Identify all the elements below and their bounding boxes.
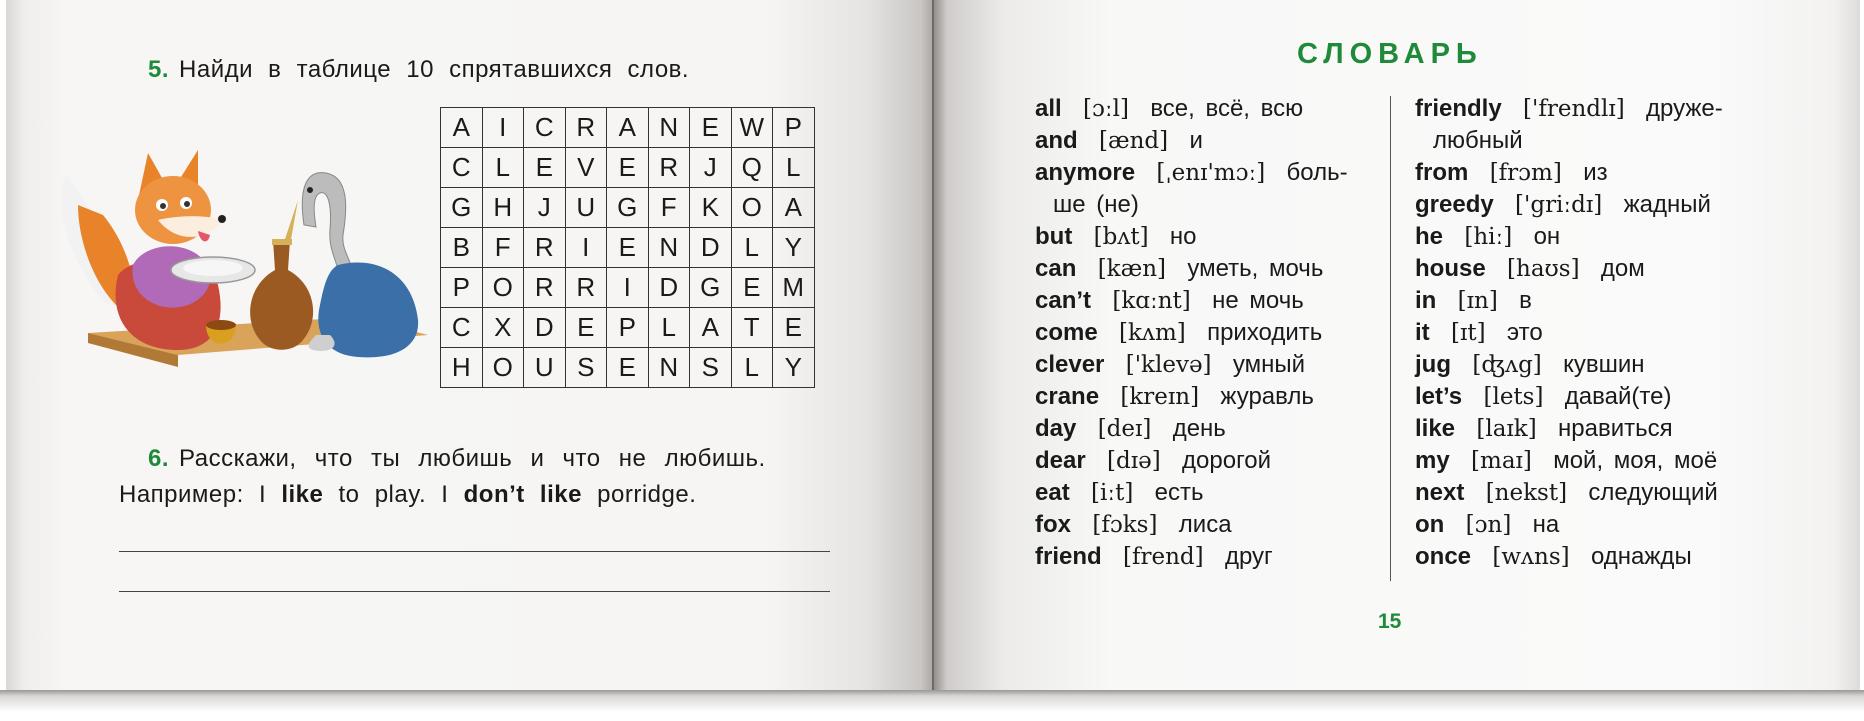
entry-word: eat <box>1035 479 1070 506</box>
dictionary-entry <box>1415 285 1723 317</box>
example-like: like <box>281 481 324 508</box>
entry-transcription: [kɑːnt] <box>1112 288 1191 314</box>
entry-transcription: [dɪə] <box>1107 448 1161 474</box>
grid-cell: S <box>565 348 607 388</box>
grid-cell: M <box>773 268 815 308</box>
grid-cell: C <box>441 308 483 348</box>
entry-transcription: [lets] <box>1483 384 1544 410</box>
column-divider <box>1390 96 1391 581</box>
example-mid: to play. I <box>338 481 449 508</box>
entry-transcription: [ʤʌg] <box>1472 352 1542 378</box>
entry-transcription: [nekst] <box>1485 480 1568 506</box>
dictionary-entry <box>1035 349 1348 381</box>
entry-transcription: [ɔn] <box>1465 512 1512 538</box>
entry-meaning: друг <box>1224 543 1273 570</box>
entry-meaning: дом <box>1600 255 1645 282</box>
entry-word: fox <box>1035 511 1071 538</box>
grid-cell: O <box>482 348 524 388</box>
entry-transcription: ['griːdɪ] <box>1515 192 1603 218</box>
grid-cell: I <box>482 108 524 148</box>
entry-transcription: [ɔːl] <box>1083 96 1129 122</box>
grid-cell: O <box>482 268 524 308</box>
dictionary-entry <box>1035 221 1348 253</box>
entry-meaning: нравиться <box>1558 415 1673 442</box>
entry-meaning: давай(те) <box>1564 383 1672 410</box>
entry-transcription: [deɪ] <box>1097 416 1152 442</box>
grid-cell: F <box>482 228 524 268</box>
grid-cell: R <box>524 268 566 308</box>
entry-transcription: [ˌenɪ'mɔː] <box>1156 160 1266 186</box>
grid-cell: N <box>648 348 690 388</box>
grid-cell: O <box>731 188 773 228</box>
grid-cell: L <box>648 308 690 348</box>
entry-transcription: [hiː] <box>1464 224 1513 250</box>
entry-word: next <box>1415 479 1465 506</box>
entry-transcription: [haʊs] <box>1507 256 1580 282</box>
grid-row <box>441 148 815 188</box>
entry-meaning: следующий <box>1588 479 1718 506</box>
entry-transcription: ['frendlɪ] <box>1523 96 1625 122</box>
grid-cell: T <box>731 308 773 348</box>
entry-meaning: но <box>1169 223 1197 250</box>
entry-transcription: [wʌns] <box>1492 544 1570 570</box>
dictionary-entry <box>1035 157 1348 221</box>
entry-word: crane <box>1035 383 1100 410</box>
entry-meaning: приходить <box>1207 319 1323 346</box>
entry-transcription: [iːt] <box>1091 480 1134 506</box>
exercise-6-example <box>119 481 696 509</box>
entry-transcription: [kʌm] <box>1119 320 1186 346</box>
dictionary-column-right <box>1415 93 1723 573</box>
entry-transcription: [maɪ] <box>1471 448 1532 474</box>
grid-cell: D <box>524 308 566 348</box>
grid-cell: E <box>607 348 649 388</box>
dictionary-title: СЛОВАРЬ <box>1297 38 1483 70</box>
entry-meaning: он <box>1533 223 1561 250</box>
entry-meaning: журавль <box>1220 383 1314 410</box>
exercise-5-instruction <box>148 56 689 84</box>
grid-row <box>441 308 815 348</box>
dictionary-entry <box>1035 381 1348 413</box>
dictionary-entry <box>1035 445 1348 477</box>
exercise-5-text: Найди в таблице 10 спрятавшихся слов. <box>179 56 690 83</box>
entry-meaning: умный <box>1232 351 1306 378</box>
book-spine <box>932 0 934 690</box>
grid-cell: G <box>690 268 732 308</box>
grid-cell: E <box>690 108 732 148</box>
grid-cell: Y <box>773 228 815 268</box>
exercise-5-number: 5. <box>148 56 170 83</box>
grid-cell: I <box>607 268 649 308</box>
grid-row <box>441 268 815 308</box>
grid-cell: H <box>441 348 483 388</box>
entry-meaning: однажды <box>1590 543 1692 570</box>
grid-cell: C <box>441 148 483 188</box>
entry-meaning: и <box>1189 127 1203 154</box>
entry-word: from <box>1415 159 1469 186</box>
dictionary-entry <box>1415 317 1723 349</box>
page-number: 15 <box>1378 610 1402 633</box>
dictionary-entry <box>1415 349 1723 381</box>
entry-word: dear <box>1035 447 1086 474</box>
entry-word: on <box>1415 511 1445 538</box>
grid-cell: F <box>648 188 690 228</box>
grid-cell: X <box>482 308 524 348</box>
dictionary-entry <box>1035 93 1348 125</box>
dictionary-entry <box>1035 253 1348 285</box>
dictionary-entry <box>1415 381 1723 413</box>
grid-cell: S <box>690 348 732 388</box>
entry-meaning: уметь, мочь <box>1187 255 1324 282</box>
entry-meaning: боль- <box>1286 159 1348 186</box>
page-shadow <box>0 690 1864 721</box>
grid-cell: G <box>607 188 649 228</box>
grid-cell: P <box>441 268 483 308</box>
entry-word: can’t <box>1035 287 1092 314</box>
grid-cell: D <box>648 268 690 308</box>
entry-word: friend <box>1035 543 1102 570</box>
grid-cell: K <box>690 188 732 228</box>
exercise-6-number: 6. <box>148 445 170 472</box>
grid-cell: C <box>524 108 566 148</box>
entry-word: come <box>1035 319 1098 346</box>
entry-meaning: это <box>1506 319 1543 346</box>
dictionary-entry <box>1035 477 1348 509</box>
grid-cell: R <box>565 108 607 148</box>
grid-cell: A <box>773 188 815 228</box>
dictionary-entry <box>1415 221 1723 253</box>
dictionary-entry <box>1415 253 1723 285</box>
dictionary-entry <box>1415 445 1723 477</box>
dictionary-entry <box>1035 125 1348 157</box>
entry-meaning: мой, моя, моё <box>1553 447 1718 474</box>
grid-cell: E <box>731 268 773 308</box>
dictionary-entry <box>1415 189 1723 221</box>
dictionary-entry <box>1415 509 1723 541</box>
exercise-6-instruction <box>148 445 766 473</box>
dictionary-entry <box>1415 413 1723 445</box>
grid-cell: D <box>690 228 732 268</box>
entry-meaning: лиса <box>1178 511 1232 538</box>
example-end: porridge. <box>597 481 697 508</box>
entry-word: my <box>1415 447 1450 474</box>
grid-cell: R <box>648 148 690 188</box>
entry-word: day <box>1035 415 1077 442</box>
entry-meaning: все, всё, всю <box>1150 95 1304 122</box>
grid-cell: L <box>731 228 773 268</box>
grid-row <box>441 188 815 228</box>
entry-meaning-continued: ше (не) <box>1053 191 1139 218</box>
entry-word: friendly <box>1415 95 1502 122</box>
entry-word: all <box>1035 95 1062 122</box>
answer-line-2 <box>119 591 830 592</box>
entry-word: anymore <box>1035 159 1136 186</box>
entry-meaning: жадный <box>1623 191 1711 218</box>
entry-word: greedy <box>1415 191 1494 218</box>
entry-meaning: из <box>1583 159 1608 186</box>
grid-cell: J <box>690 148 732 188</box>
grid-cell: N <box>648 228 690 268</box>
entry-transcription: [frend] <box>1123 544 1204 570</box>
entry-transcription: [kæn] <box>1097 256 1167 282</box>
entry-meaning: есть <box>1154 479 1204 506</box>
answer-line-1 <box>119 551 830 552</box>
grid-cell: N <box>648 108 690 148</box>
grid-cell: L <box>731 348 773 388</box>
grid-cell: E <box>524 148 566 188</box>
entry-transcription: [bʌt] <box>1093 224 1149 250</box>
entry-meaning: дорогой <box>1182 447 1272 474</box>
dictionary-entry <box>1415 157 1723 189</box>
dictionary-entry <box>1415 93 1723 157</box>
entry-meaning: не мочь <box>1212 287 1304 314</box>
entry-transcription: ['klevə] <box>1125 352 1212 378</box>
entry-meaning-continued: любный <box>1433 127 1523 154</box>
grid-cell: E <box>607 148 649 188</box>
example-dont-like: don’t like <box>463 481 582 508</box>
grid-cell: E <box>565 308 607 348</box>
fox-and-crane-illustration <box>58 145 438 380</box>
grid-cell: Y <box>773 348 815 388</box>
entry-word: it <box>1415 319 1430 346</box>
entry-word: house <box>1415 255 1486 282</box>
dictionary-entry <box>1035 541 1348 573</box>
entry-meaning: день <box>1172 415 1226 442</box>
entry-word: he <box>1415 223 1444 250</box>
dictionary-entry <box>1035 317 1348 349</box>
grid-cell: J <box>524 188 566 228</box>
entry-transcription: [ænd] <box>1099 128 1169 154</box>
dictionary-column-left <box>1035 93 1348 573</box>
grid-cell: R <box>524 228 566 268</box>
grid-cell: R <box>565 268 607 308</box>
entry-word: can <box>1035 255 1077 282</box>
entry-word: but <box>1035 223 1073 250</box>
grid-row <box>441 108 815 148</box>
entry-meaning: на <box>1532 511 1560 538</box>
entry-transcription: [ɪn] <box>1457 288 1498 314</box>
entry-transcription: [frɔm] <box>1489 160 1562 186</box>
grid-row <box>441 348 815 388</box>
word-search-grid <box>440 107 815 388</box>
entry-word: and <box>1035 127 1078 154</box>
grid-cell: L <box>482 148 524 188</box>
grid-cell: P <box>773 108 815 148</box>
grid-cell: Q <box>731 148 773 188</box>
entry-word: like <box>1415 415 1456 442</box>
entry-transcription: [laɪk] <box>1476 416 1537 442</box>
grid-cell: A <box>690 308 732 348</box>
entry-word: once <box>1415 543 1472 570</box>
dictionary-entry <box>1415 541 1723 573</box>
grid-cell: I <box>565 228 607 268</box>
dictionary-entry <box>1035 509 1348 541</box>
entry-word: clever <box>1035 351 1105 378</box>
grid-cell: L <box>773 148 815 188</box>
grid-cell: A <box>607 108 649 148</box>
dictionary-entry <box>1035 285 1348 317</box>
grid-cell: H <box>482 188 524 228</box>
example-prefix: Например: I <box>119 481 267 508</box>
grid-cell: E <box>607 228 649 268</box>
grid-cell: G <box>441 188 483 228</box>
grid-cell: E <box>773 308 815 348</box>
entry-meaning: друже- <box>1646 95 1723 122</box>
grid-cell: U <box>524 348 566 388</box>
entry-meaning: в <box>1519 287 1532 314</box>
dictionary-entry <box>1035 413 1348 445</box>
entry-word: let’s <box>1415 383 1463 410</box>
grid-cell: A <box>441 108 483 148</box>
dictionary-entry <box>1415 477 1723 509</box>
grid-cell: U <box>565 188 607 228</box>
entry-word: jug <box>1415 351 1451 378</box>
entry-transcription: [fɔks] <box>1092 512 1158 538</box>
grid-cell: B <box>441 228 483 268</box>
grid-row <box>441 228 815 268</box>
entry-meaning: кувшин <box>1563 351 1645 378</box>
entry-transcription: [kreɪn] <box>1120 384 1200 410</box>
entry-transcription: [ɪt] <box>1451 320 1486 346</box>
grid-cell: V <box>565 148 607 188</box>
grid-cell: W <box>731 108 773 148</box>
entry-word: in <box>1415 287 1437 314</box>
grid-cell: P <box>607 308 649 348</box>
exercise-6-text: Расскажи, что ты любишь и что не любишь. <box>179 445 766 472</box>
